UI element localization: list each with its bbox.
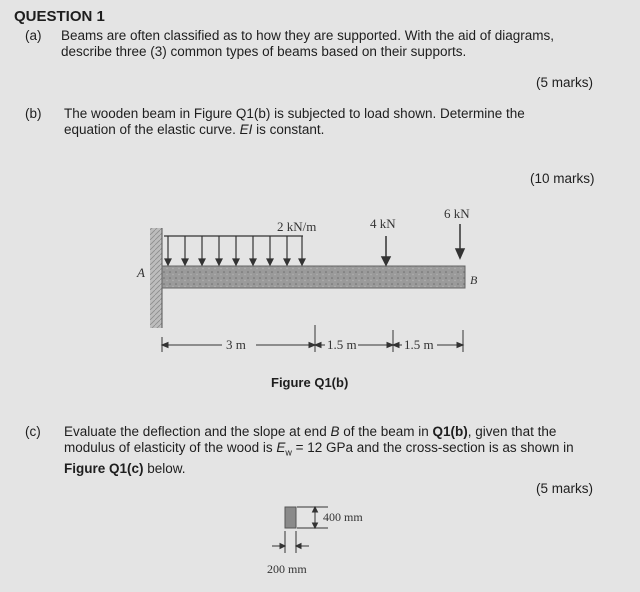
- dimension-3m-label: 3 m: [226, 337, 246, 352]
- part-c-label: (c): [25, 424, 41, 439]
- ew-subscript: w: [285, 447, 292, 458]
- distributed-load-arrows: [165, 236, 305, 265]
- part-b-line-2-pre: equation of the elastic curve.: [64, 122, 240, 137]
- point-a-label: A: [137, 265, 145, 280]
- figure-q1c-reference: Figure Q1(c): [64, 460, 144, 476]
- point-load-6kn-label: 6 kN: [444, 206, 470, 221]
- point-load-4kn-arrow: [382, 236, 390, 265]
- part-a-marks: (5 marks): [536, 75, 593, 90]
- part-c-line-1-post: , given that the: [467, 424, 557, 439]
- part-c-text: [64, 424, 574, 477]
- fixed-support-wall: [150, 228, 162, 328]
- dimension-1-5m-label-1: 1.5 m: [327, 337, 357, 352]
- end-b-symbol: B: [330, 424, 340, 439]
- dimension-1-5m-label-2: 1.5 m: [404, 337, 434, 352]
- part-b-line-1: The wooden beam in Figure Q1(b) is subjected to load shown. Determine the: [64, 106, 525, 121]
- section-height-label: 400 mm: [323, 510, 363, 524]
- part-c-line-1: [64, 424, 574, 440]
- part-c-marks: (5 marks): [536, 481, 593, 496]
- part-a-line-1: Beams are often classified as to how they are supported. With the aid of diagrams,: [61, 28, 555, 43]
- part-a-label: (a): [25, 28, 42, 43]
- part-c-line-3: [64, 461, 574, 477]
- cross-section-dimensions: [272, 507, 328, 553]
- distributed-load-label: 2 kN/m: [277, 219, 317, 234]
- part-c-line-2-pre: modulus of elasticity of the wood is: [64, 440, 277, 455]
- part-c-line-2-post: = 12 GPa and the cross-section is as shown in: [291, 440, 574, 455]
- point-load-6kn-arrow: [456, 224, 464, 258]
- ew-symbol: E: [276, 440, 286, 455]
- q1b-reference: Q1(b): [432, 424, 468, 439]
- part-b-label: (b): [25, 106, 42, 121]
- part-c-line-2: [64, 440, 574, 461]
- part-c-line-3-post: below.: [143, 460, 186, 476]
- part-c-line-1-pre: Evaluate the deflection and the slope at end: [64, 424, 331, 439]
- part-b-marks: (10 marks): [530, 171, 595, 186]
- point-load-4kn-label: 4 kN: [370, 216, 396, 231]
- wooden-beam: [162, 266, 465, 288]
- question-title: QUESTION 1: [14, 8, 105, 25]
- ei-symbol: EI: [239, 122, 253, 137]
- part-a-line-2: describe three (3) common types of beams based on their supports.: [61, 44, 467, 59]
- section-width-label: 200 mm: [267, 562, 307, 576]
- part-c-line-1-mid: of the beam in: [339, 424, 433, 439]
- part-b-line-2-post: is constant.: [252, 122, 325, 137]
- point-b-label: B: [470, 273, 478, 287]
- figure-q1b-caption: Figure Q1(b): [271, 375, 349, 390]
- cross-section-rect: [285, 507, 296, 528]
